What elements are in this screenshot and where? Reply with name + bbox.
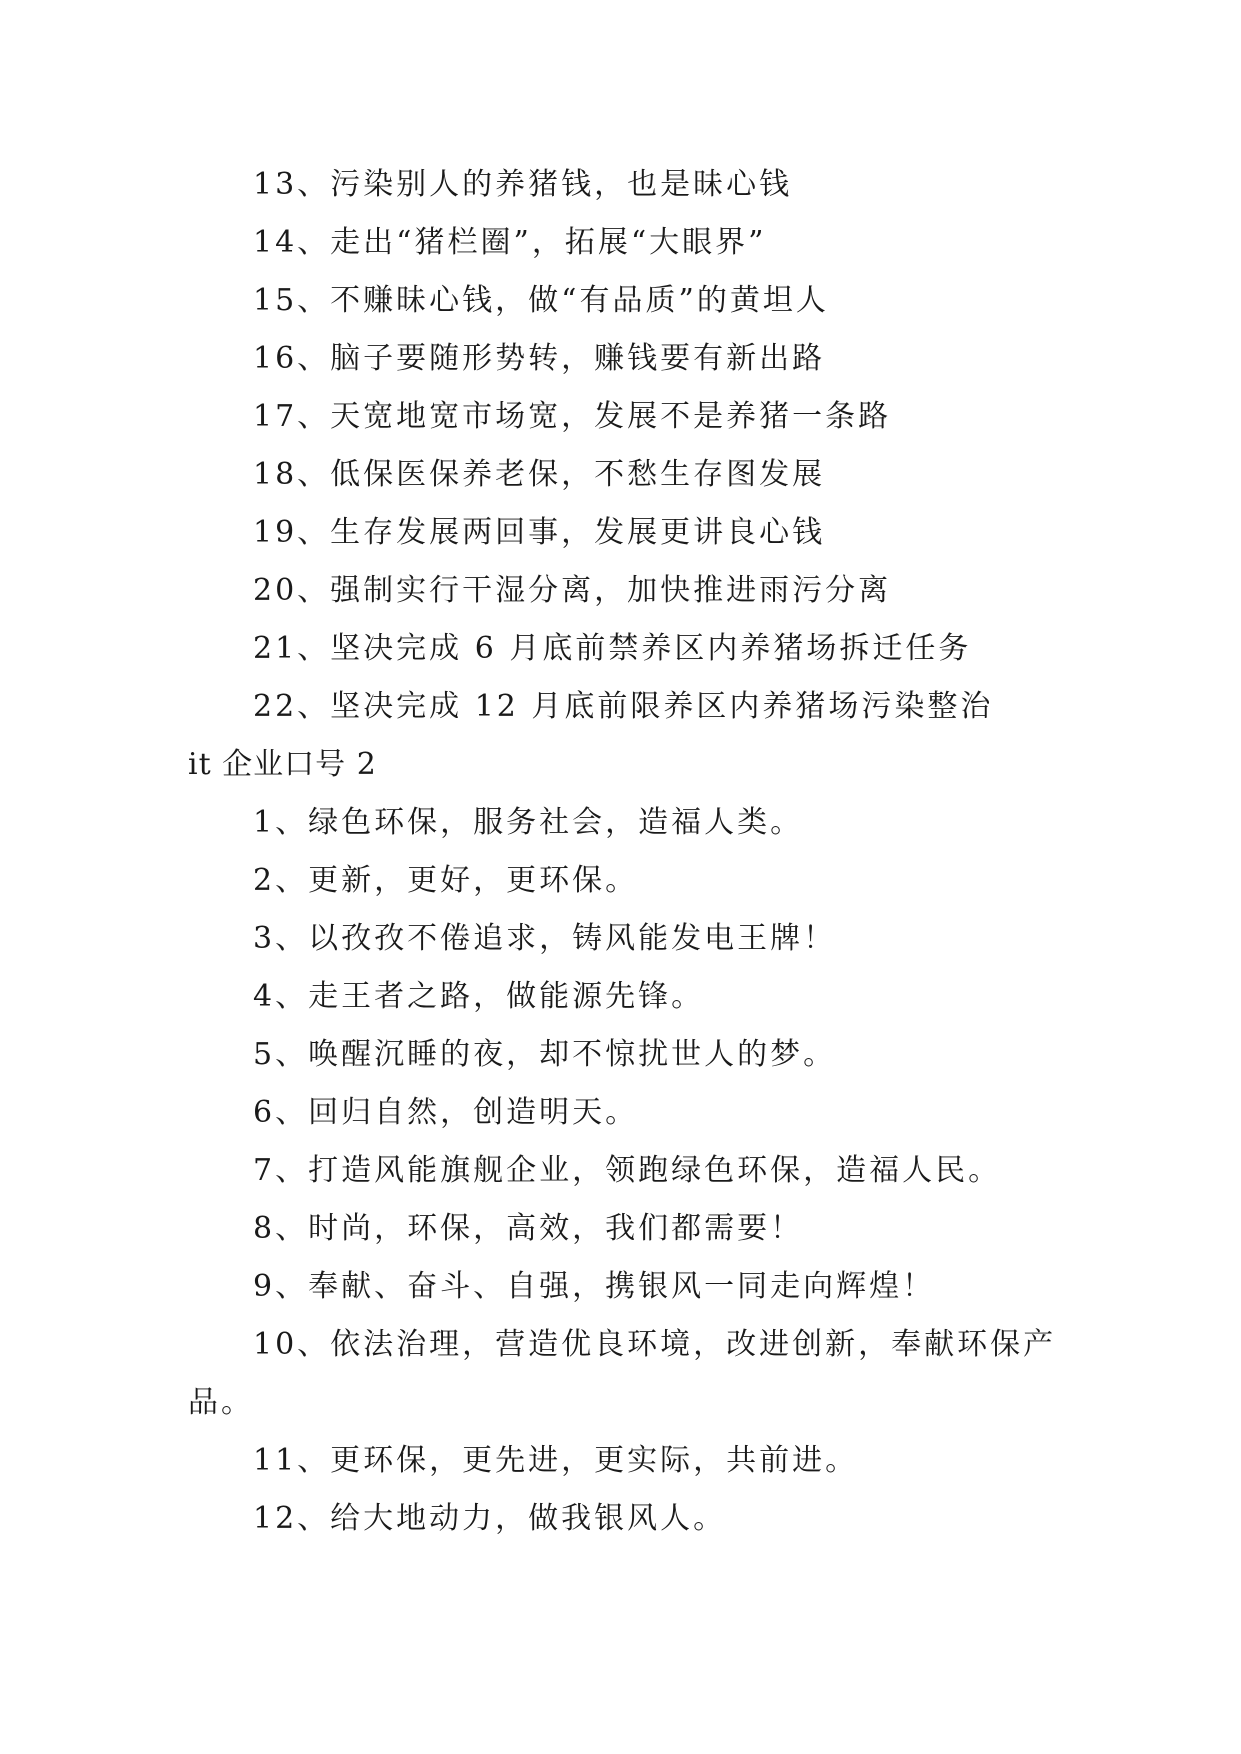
list-item: 3、以孜孜不倦追求，铸风能发电王牌！: [253, 921, 837, 956]
list-item: 18、低保医保养老保，不愁生存图发展: [253, 457, 826, 492]
section-heading: it 企业口号 2: [188, 747, 377, 782]
list-item: 16、脑子要随形势转，赚钱要有新出路: [253, 341, 826, 376]
list-item: 19、生存发展两回事，发展更讲良心钱: [253, 515, 826, 550]
list-item: 15、不赚昧心钱，做“有品质”的黄坦人: [253, 283, 829, 318]
list-item: 12、给大地动力，做我银风人。: [253, 1501, 727, 1536]
list-item-continuation: 品。: [188, 1385, 254, 1420]
list-item: 17、天宽地宽市场宽，发展不是养猪一条路: [253, 399, 892, 434]
list-item: 7、打造风能旗舰企业，领跑绿色环保，造福人民。: [253, 1153, 1002, 1188]
list-item: 10、依法治理，营造优良环境，改进创新，奉献环保产: [253, 1327, 1057, 1362]
list-item: 6、回归自然，创造明天。: [253, 1095, 639, 1130]
list-item: 20、强制实行干湿分离，加快推进雨污分离: [253, 573, 892, 608]
list-item: 2、更新，更好，更环保。: [253, 863, 639, 898]
list-item: 9、奉献、奋斗、自强，携银风一同走向辉煌！: [253, 1269, 936, 1304]
list-item: 21、坚决完成 6 月底前禁养区内养猪场拆迁任务: [253, 631, 972, 666]
list-item: 11、更环保，更先进，更实际，共前进。: [253, 1443, 859, 1478]
list-item: 5、唤醒沉睡的夜，却不惊扰世人的梦。: [253, 1037, 837, 1072]
list-item: 14、走出“猪栏圈”，拓展“大眼界”: [253, 225, 767, 260]
list-item: 4、走王者之路，做能源先锋。: [253, 979, 705, 1014]
list-item: 22、坚决完成 12 月底前限养区内养猪场污染整治: [253, 689, 994, 724]
list-item: 1、绿色环保，服务社会，造福人类。: [253, 805, 804, 840]
list-item: 13、污染别人的养猪钱，也是昧心钱: [253, 167, 793, 202]
list-item: 8、时尚，环保，高效，我们都需要！: [253, 1211, 804, 1246]
